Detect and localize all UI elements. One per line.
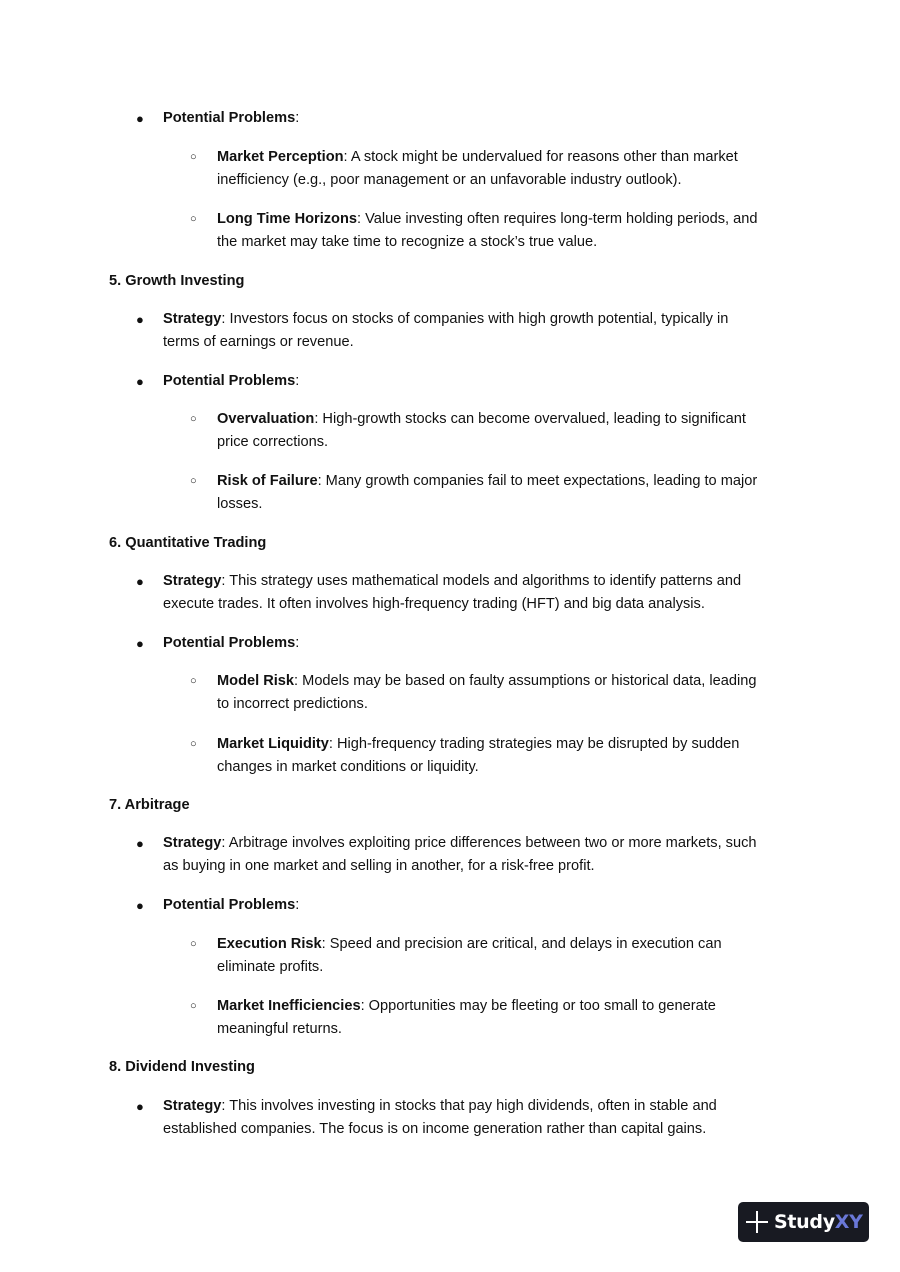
bullet-potential-problems	[136, 632, 803, 655]
subbullet-risk-of-failure	[190, 470, 807, 516]
subbullet-term: Market Perception	[217, 149, 344, 165]
bullet-term: Potential Problems	[163, 897, 296, 913]
bullet-potential-problems	[136, 370, 803, 393]
subbullet-marker: ○	[190, 1000, 197, 1012]
subbullet-text-cont: eliminate profits.	[217, 959, 324, 975]
logo-text-study: Study	[774, 1211, 835, 1233]
bullet-term: Strategy	[163, 1098, 222, 1114]
bullet-text: :	[295, 897, 300, 913]
plus-icon	[746, 1211, 768, 1233]
bullet-strategy	[136, 570, 803, 616]
subbullet-overvaluation	[190, 408, 807, 454]
subbullet-term: Model Risk	[217, 673, 295, 689]
subbullet-text: : Value investing often requires long-term holding periods, and	[357, 211, 758, 227]
subbullet-term: Long Time Horizons	[217, 211, 357, 227]
bullet-marker: ●	[136, 574, 144, 589]
subbullet-text-cont: inefficiency (e.g., poor management or an unfavorable industry outlook).	[217, 172, 682, 188]
bullet-marker: ●	[136, 111, 144, 126]
subbullet-execution-risk	[190, 933, 807, 979]
bullet-marker: ●	[136, 836, 144, 851]
subbullet-marker: ○	[190, 475, 197, 487]
bullet-text-cont: terms of earnings or revenue.	[163, 334, 354, 350]
subbullet-marker: ○	[190, 213, 197, 225]
bullet-marker: ●	[136, 1099, 144, 1114]
bullet-text-cont: execute trades. It often involves high-frequency trading (HFT) and big data analysis.	[163, 596, 705, 612]
subbullet-text: : Many growth companies fail to meet expectations, leading to major	[317, 473, 758, 489]
subbullet-term: Execution Risk	[217, 936, 322, 952]
subbullet-text-cont: to incorrect predictions.	[217, 696, 368, 712]
bullet-term: Strategy	[163, 311, 222, 327]
subbullet-marker: ○	[190, 938, 197, 950]
section-heading-dividend-investing: 8. Dividend Investing	[109, 1059, 255, 1075]
bullet-text: :	[295, 110, 300, 126]
subbullet-marker: ○	[190, 675, 197, 687]
subbullet-text-cont: price corrections.	[217, 434, 329, 450]
bullet-term: Potential Problems	[163, 110, 296, 126]
subbullet-market-liquidity	[190, 733, 807, 779]
bullet-strategy	[136, 832, 803, 878]
section-heading-arbitrage: 7. Arbitrage	[109, 797, 190, 813]
bullet-marker: ●	[136, 636, 144, 651]
bullet-term: Strategy	[163, 835, 222, 851]
subbullet-model-risk	[190, 670, 807, 716]
bullet-marker: ●	[136, 898, 144, 913]
bullet-text: :	[295, 635, 300, 651]
bullet-term: Potential Problems	[163, 373, 296, 389]
subbullet-term: Market Inefficiencies	[217, 998, 361, 1014]
subbullet-text: : A stock might be undervalued for reasons other than market	[343, 149, 738, 165]
bullet-text: : This strategy uses mathematical models and algorithms to identify patterns and	[221, 573, 742, 589]
subbullet-text-cont: the market may take time to recognize a stock’s true value.	[217, 234, 598, 250]
bullet-text: :	[295, 373, 300, 389]
subbullet-market-inefficiencies	[190, 995, 807, 1041]
bullet-text: : Arbitrage involves exploiting price differences between two or more markets, such	[221, 835, 757, 851]
bullet-strategy	[136, 1095, 803, 1141]
subbullet-marker: ○	[190, 413, 197, 425]
bullet-marker: ●	[136, 312, 144, 327]
subbullet-text: : Speed and precision are critical, and delays in execution can	[321, 936, 722, 952]
subbullet-text: : Models may be based on faulty assumptions or historical data, leading	[294, 673, 757, 689]
subbullet-text: : High-growth stocks can become overvalued, leading to significant	[314, 411, 746, 427]
subbullet-text-cont: losses.	[217, 496, 263, 512]
bullet-strategy	[136, 308, 803, 354]
studyxy-logo	[738, 1202, 869, 1242]
subbullet-text: : Opportunities may be fleeting or too small to generate	[360, 998, 716, 1014]
subbullet-market-perception	[190, 146, 807, 192]
bullet-text: : Investors focus on stocks of companies with high growth potential, typically in	[221, 311, 729, 327]
bullet-term: Strategy	[163, 573, 222, 589]
bullet-potential-problems	[136, 894, 803, 917]
section-heading-growth-investing: 5. Growth Investing	[109, 273, 245, 289]
bullet-marker: ●	[136, 374, 144, 389]
subbullet-text: : High-frequency trading strategies may be disrupted by sudden	[328, 736, 740, 752]
bullet-text-cont: established companies. The focus is on income generation rather than capital gains.	[163, 1121, 707, 1137]
bullet-text: : This involves investing in stocks that pay high dividends, often in stable and	[221, 1098, 717, 1114]
logo-text	[774, 1211, 863, 1233]
subbullet-text-cont: changes in market conditions or liquidity.	[217, 759, 479, 775]
subbullet-text-cont: meaningful returns.	[217, 1021, 342, 1037]
logo-text-xy: XY	[834, 1211, 863, 1233]
bullet-term: Potential Problems	[163, 635, 296, 651]
subbullet-long-time-horizons	[190, 208, 807, 254]
subbullet-term: Market Liquidity	[217, 736, 329, 752]
subbullet-marker: ○	[190, 738, 197, 750]
subbullet-term: Risk of Failure	[217, 473, 318, 489]
subbullet-marker: ○	[190, 151, 197, 163]
bullet-potential-problems	[136, 107, 803, 130]
section-heading-quantitative-trading: 6. Quantitative Trading	[109, 535, 267, 551]
bullet-text-cont: as buying in one market and selling in another, for a risk-free profit.	[163, 858, 595, 874]
subbullet-term: Overvaluation	[217, 411, 315, 427]
